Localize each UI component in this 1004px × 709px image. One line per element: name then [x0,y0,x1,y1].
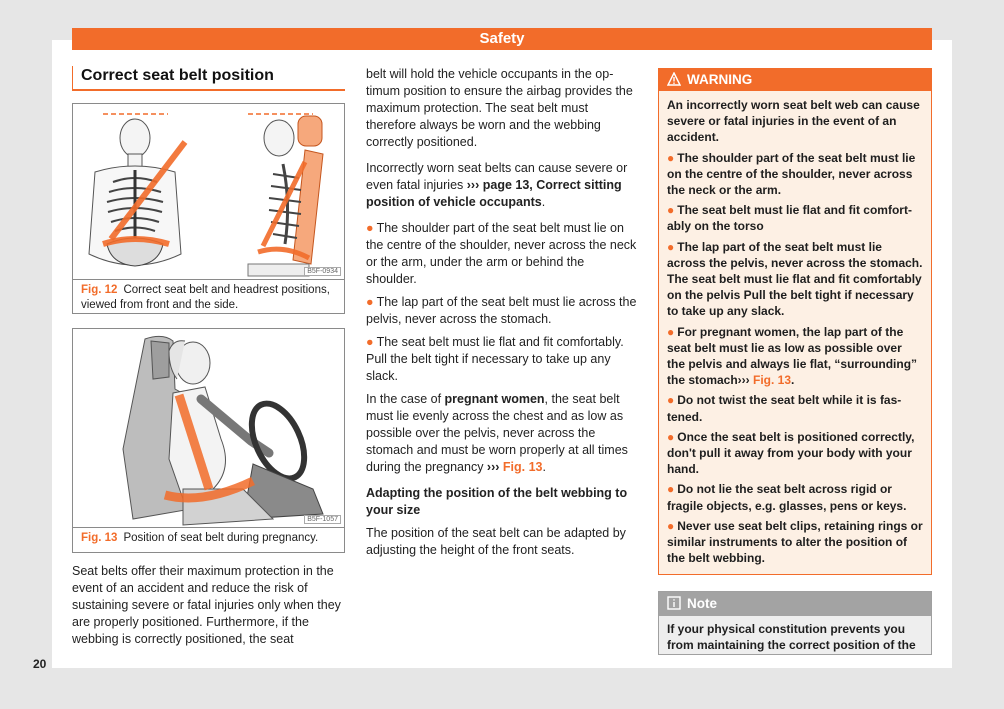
figure-12-caption [73,280,344,315]
page-13-link[interactable]: ››› page 13, Correct sitting position of vehicle occupants [366,178,622,209]
warning-bullet-8 [667,518,923,567]
note-header [659,592,931,616]
warning-bullet-7-text: Do not lie the seat belt across rigid or fragile objects, e.g. glasses, pens or keys. [667,482,907,513]
warning-intro: An incorrectly worn seat belt web can cause severe or fatal injuries in the event of an accident. [667,98,920,145]
warning-title: WARNING [687,72,753,87]
warning-triangle-icon [667,72,681,86]
header-bar: Safety [72,28,932,50]
bullet-dot-icon: ● [667,482,675,497]
col2-bullet-1 [366,220,638,288]
warning-bullet-2-text: The seat belt must lie flat and fit comfortably on the torso [667,203,912,234]
warning-bullet-5 [667,392,923,424]
bullet-dot-icon: ● [366,221,374,235]
figure-13-label: Fig. 13 [81,532,118,544]
warning-bullet-1-text: The shoulder part of the seat belt must lie on the centre of the shoulder, never across the neck or the arm. [667,150,916,198]
page-number: 20 [33,657,47,671]
warning-bullet-3-text: The lap part of the seat belt must lie across the pelvis, never across the stomach. The seat belt must lie flat and fit comfortably on the pelvis Pull the belt tight if necessary to take up any slack. [667,239,923,319]
col2-paragraph-2 [366,160,638,211]
column-2 [366,66,638,568]
col2-bullet-2 [366,294,638,328]
col2-paragraph-1: belt will hold the vehicle occupants in the optimum position to ensure the airbag provides the maximum protection. The seat belt must therefore always be worn and the webbing correctly positioned. [366,67,633,149]
figure-12-code: B5F-0934 [304,267,341,276]
bullet-dot-icon: ● [667,518,675,533]
figure-13-illustration [73,329,344,528]
figure-13-code: B5F-1057 [304,515,341,524]
figure-13-caption [73,528,344,549]
warning-bullet-2 [667,202,923,234]
warning-bullet-4-end: . [791,373,795,388]
figure-12-label: Fig. 12 [81,284,118,296]
col2-p2-end: . [541,195,546,209]
figure-13-caption-text: Position of seat belt during pregnancy. [123,532,319,544]
figure-12-illustration [73,104,344,280]
note-title: Note [687,596,717,611]
col2-p3-arrow: ››› [486,460,500,474]
bullet-dot-icon: ● [667,239,675,254]
col2-bullet-2-text: The lap part of the seat belt must lie across the pelvis, never across the stomach. [366,295,637,326]
bullet-dot-icon: ● [667,393,675,408]
col2-p3-end: . [542,460,546,474]
pregnancy-seatbelt-illustration [73,329,344,528]
bullet-dot-icon: ● [366,335,374,349]
column-1-text: Seat belts offer their maximum protection in the event of an accident and reduce the risk of sustaining severe or fatal injuries only when they are properly positioned. Furthermore, if the webbing is correctly positioned, the seat [72,564,341,646]
col2-p3-bold: pregnant women [444,392,545,406]
warning-header [659,69,931,91]
col2-p3-a: In the case of [366,392,445,406]
figure-12 [72,103,345,314]
bullet-dot-icon: ● [667,429,675,444]
warning-body [659,91,931,576]
column-1 [72,66,345,544]
bullet-dot-icon: ● [366,295,374,309]
col2-bullet-3 [366,334,638,385]
bullet-dot-icon: ● [667,324,675,339]
figure-12-caption-text: Correct seat belt and headrest positions, viewed from front and the side. [81,284,330,311]
col2-p3-b: , the seat belt must lie evenly across the chest and as low as possible over the pelvis, never across the stomach and must be worn properly at all times during the pregnancy [366,392,628,474]
warning-bullet-6-text: Once the seat belt is positioned correctly, don't pull it away from your body with your hand. [667,429,915,477]
bullet-dot-icon: ● [667,203,675,218]
col2-paragraph-3 [366,391,638,476]
warning-bullet-4-text: For pregnant women, the lap part of the seat belt must lie as low as possible over the pelvis and always lie flat, “surrounding” the stomach››› [667,324,918,388]
col2-p2-text: Incorrectly worn seat belts can cause severe or even fatal injuries [366,161,628,192]
col2-subheading: Adapting the position of the belt webbing to your size [366,486,628,517]
warning-bullet-6 [667,429,923,478]
warning-bullet-3 [667,239,923,320]
bullet-dot-icon: ● [667,150,675,165]
warning-fig-13-link[interactable]: Fig. 13 [753,373,792,388]
col2-bullet-3-text: The seat belt must lie flat and fit comfortably. Pull the belt tight if necessary to take up any slack. [366,335,624,383]
warning-bullet-5-text: Do not twist the seat belt while it is fastened. [667,393,902,424]
note-box [658,591,932,655]
col2-bullet-1-text: The shoulder part of the seat belt must lie on the centre of the shoulder, never across the neck or the arm, under the arm or behind the shoulder. [366,221,637,286]
note-body: If your physical constitution prevents you from maintaining the correct position of the [667,622,916,652]
seatbelt-front-side-illustration [73,104,344,280]
section-title: Correct seat belt position [72,66,345,91]
figure-13 [72,328,345,553]
warning-bullet-1 [667,150,923,199]
warning-bullet-8-text: Never use seat belt clips, retaining rings or similar instruments to alter the position of the belt webbing. [667,518,923,566]
warning-bullet-4 [667,324,923,389]
info-icon [667,596,681,610]
col2-paragraph-4: The position of the seat belt can be adapted by adjusting the height of the front seats. [366,526,626,557]
warning-box [658,68,932,575]
fig-13-link[interactable]: Fig. 13 [502,460,543,474]
warning-bullet-7 [667,481,923,513]
